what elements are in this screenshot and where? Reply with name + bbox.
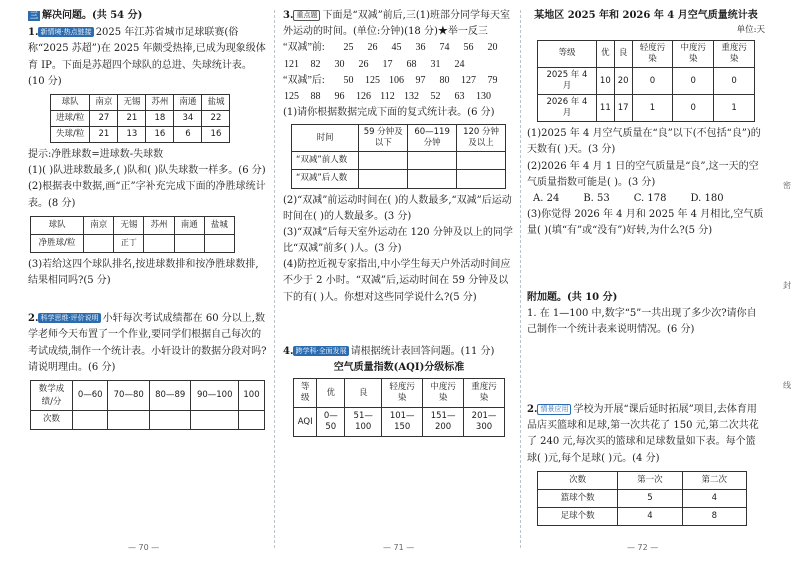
table-cell: 20 bbox=[614, 68, 632, 95]
q4-table-title: 空气质量指数(AQI)分级标准 bbox=[333, 362, 465, 373]
table-cell: 10 bbox=[596, 68, 614, 95]
table-cell: 151—200 bbox=[423, 408, 464, 437]
table-cell: 22 bbox=[202, 110, 230, 126]
table-cell: 90—100 bbox=[191, 380, 239, 411]
table-header-cell: 球队 bbox=[31, 216, 84, 234]
table-header-cell: 第二次 bbox=[682, 471, 746, 489]
table-cell: 0 bbox=[632, 68, 673, 95]
q3-after-row2 bbox=[283, 89, 515, 105]
data-number: 97 bbox=[415, 74, 426, 86]
aqi-standard-table bbox=[293, 378, 505, 437]
data-number: 56 bbox=[463, 42, 474, 54]
table-cell: 6 bbox=[174, 127, 202, 143]
tally-cell: 正丁 bbox=[114, 234, 144, 252]
table-header-cell: 良 bbox=[614, 40, 632, 67]
q4-tag: 跨学科·全面发展 bbox=[295, 346, 347, 355]
data-number: 79 bbox=[487, 74, 498, 86]
table-header-cell: 次数 bbox=[538, 471, 618, 489]
empty-cell bbox=[359, 170, 408, 188]
q3-tag: 重点题 bbox=[293, 10, 320, 21]
page-71 bbox=[283, 8, 515, 553]
data-number: 25 bbox=[343, 42, 354, 54]
data-number: 50 bbox=[343, 74, 354, 86]
data-number: 106 bbox=[389, 74, 404, 86]
choice-option: C. 178 bbox=[633, 192, 667, 204]
table-cell: “双减”后人数 bbox=[292, 170, 359, 188]
table-header-cell: 第一次 bbox=[618, 471, 682, 489]
q3-compound-table bbox=[291, 124, 506, 188]
table-cell: 80—89 bbox=[149, 380, 191, 411]
tally-cell bbox=[144, 234, 174, 252]
data-number: 80 bbox=[439, 74, 450, 86]
q1-sub1: (1)( )队进球数最多,( )队和( )队失球数一样多。(6 分) bbox=[28, 165, 266, 177]
data-number: 112 bbox=[380, 90, 395, 102]
q3-sub4: (4)防控近视专家指出,中小学生每天户外活动时间应不少于 2 小时。“双减”后,运动时间在 59 分钟及以下的有( )人。你想对这些同学说什么?(5 分) bbox=[283, 259, 511, 303]
table-cell: 21 bbox=[90, 127, 118, 143]
data-number: 20 bbox=[487, 42, 498, 54]
table-header-cell: 无锡 bbox=[114, 216, 144, 234]
tally-cell bbox=[204, 234, 234, 252]
table-header-cell: 中度污染 bbox=[673, 40, 714, 67]
table-cell: 2025 年 4 月 bbox=[538, 68, 597, 95]
table-cell: 70—80 bbox=[108, 380, 150, 411]
air-table-unit: 单位:天 bbox=[736, 25, 765, 36]
empty-cell bbox=[239, 411, 265, 429]
table-cell: 34 bbox=[174, 110, 202, 126]
table-cell: 净胜球/粒 bbox=[31, 234, 84, 252]
table-header-cell: 数学成绩/分 bbox=[31, 380, 73, 411]
data-number: 121 bbox=[284, 58, 299, 70]
table-cell: 4 bbox=[682, 489, 746, 507]
page-number: — 72 — bbox=[627, 543, 659, 553]
table-cell: 1 bbox=[714, 95, 755, 122]
q3-sub1: (1)请你根据数据完成下面的复式统计表。(6 分) bbox=[283, 107, 495, 119]
ball-purchase-table bbox=[537, 471, 747, 526]
data-number: 126 bbox=[356, 90, 371, 102]
table-header-cell: 等级 bbox=[538, 40, 597, 67]
q1-sub3: (3)若给这四个球队排名,按进球数排和按净胜球数排,结果相同吗?(5 分) bbox=[28, 258, 259, 287]
table-cell: 0 bbox=[673, 95, 714, 122]
data-number: 45 bbox=[391, 42, 402, 54]
table-cell: 21 bbox=[118, 110, 146, 126]
q1-goals-table bbox=[50, 94, 230, 143]
table-header-cell: 优 bbox=[596, 40, 614, 67]
table-cell: 16 bbox=[202, 127, 230, 143]
q1-text: 1. 新情境·热点链接 2025 年江苏省城市足球联赛(俗称“2025 苏超”)在 2025 年颇受热捧,已成为现象级体育 IP。下面是苏超四个球队的总进、失球统计表。(10 分) bbox=[28, 27, 266, 87]
choice-option: A. 24 bbox=[533, 192, 560, 204]
extra-title: 附加题。(共 10 分) bbox=[527, 291, 618, 303]
table-cell: 0—50 bbox=[317, 408, 345, 437]
data-number: 26 bbox=[367, 42, 378, 54]
data-number: 130 bbox=[476, 90, 491, 102]
table-cell: 100 bbox=[239, 380, 265, 411]
table-cell: 51—100 bbox=[345, 408, 382, 437]
q2-score-table bbox=[30, 380, 265, 430]
empty-cell bbox=[191, 411, 239, 429]
table-header-cell: 南通 bbox=[174, 94, 202, 110]
table-cell: 0 bbox=[673, 68, 714, 95]
data-number: 125 bbox=[365, 74, 380, 86]
table-cell: 101—150 bbox=[382, 408, 423, 437]
table-cell: 201—300 bbox=[464, 408, 505, 437]
q3-before-row1: “双减”前: 25 26 45 36 74 56 20 bbox=[283, 40, 515, 56]
table-header-cell: 盐城 bbox=[202, 94, 230, 110]
table-cell: 0 bbox=[714, 68, 755, 95]
air-quality-table bbox=[537, 40, 755, 122]
table-header-cell: 球队 bbox=[51, 94, 90, 110]
data-number: 36 bbox=[415, 42, 426, 54]
q1-sub2: (2)根据表中数据,画“正”字补充完成下面的净胜球统计表。(8 分) bbox=[28, 181, 266, 209]
side-mark-2: 封 bbox=[783, 281, 791, 290]
empty-cell bbox=[108, 411, 150, 429]
data-number: 52 bbox=[430, 90, 441, 102]
table-cell: 8 bbox=[682, 507, 746, 525]
section-number-icon: 三 bbox=[30, 11, 38, 20]
choice-option: D. 180 bbox=[690, 192, 724, 204]
air-sub1: (1)2025 年 4 月空气质量在“良”以下(不包括“良”)的天数有( )天。(3 分) bbox=[527, 128, 761, 156]
table-cell: 13 bbox=[118, 127, 146, 143]
table-header-cell: 苏州 bbox=[144, 216, 174, 234]
table-cell: “双减”前人数 bbox=[292, 152, 359, 170]
data-number: 30 bbox=[334, 58, 345, 70]
data-number: 127 bbox=[461, 74, 476, 86]
page-number: — 70 — bbox=[128, 543, 160, 553]
table-header-cell: 良 bbox=[345, 379, 382, 408]
table-cell: 18 bbox=[146, 110, 174, 126]
table-cell: 0—60 bbox=[73, 380, 108, 411]
table-header-cell: 南京 bbox=[84, 216, 114, 234]
page-number: — 71 — bbox=[383, 543, 415, 553]
table-header-cell: 59 分钟及以下 bbox=[359, 125, 408, 152]
extra-q2-text: 2. 情景应用 学校为开展“课后延时拓展”项目,去体育用品店买篮球和足球,第一次共花了 150 元,第二次共花了 240 元,每次买的篮球和足球数量如下表。每个篮球( )元,每个足球( )元。(4 分) bbox=[527, 404, 759, 464]
q1-net-goals-table bbox=[30, 216, 235, 253]
data-number: 68 bbox=[406, 58, 417, 70]
choice-option: B. 53 bbox=[583, 192, 610, 204]
table-header-cell: 等级 bbox=[294, 379, 317, 408]
table-header-cell: 苏州 bbox=[146, 94, 174, 110]
q3-sub3: (3)“双减”后每天室外运动在 120 分钟及以上的同学比“双减”前多( )人。(3 分) bbox=[283, 226, 513, 255]
q1-tag: 新情境·热点链接 bbox=[40, 28, 92, 37]
table-header-cell: 轻度污染 bbox=[632, 40, 673, 67]
side-mark-1: 密 bbox=[783, 181, 791, 190]
table-header-cell: 轻度污染 bbox=[382, 379, 423, 408]
data-number: 17 bbox=[382, 58, 393, 70]
q3-sub2: (2)“双减”前运动时间在( )的人数最多,“双减”后运动时间在( )的人数最多。(3 分) bbox=[283, 194, 512, 222]
table-header-cell: 120 分钟及以上 bbox=[457, 125, 506, 152]
data-number: 82 bbox=[310, 58, 321, 70]
data-number: 26 bbox=[358, 58, 369, 70]
table-header-cell: 时间 bbox=[292, 125, 359, 152]
q2-text: 2. 科学思维·评价说明 小轩每次考试成绩都在 60 分以上,数学老师今天布置了一个作业,要同学们根据自己每次的考试成绩,制作一个统计表。小轩设计的数据分段对吗?请说明理由。(6 分) bbox=[28, 313, 267, 373]
data-number: 63 bbox=[454, 90, 465, 102]
table-cell: 次数 bbox=[31, 411, 73, 429]
data-number: 88 bbox=[310, 90, 321, 102]
air-sub2-choices bbox=[527, 191, 765, 207]
page-divider-left bbox=[274, 10, 275, 548]
page-72 bbox=[527, 8, 765, 553]
table-header-cell: 重度污染 bbox=[714, 40, 755, 67]
q4-text: 4. 跨学科·全面发展 请根据统计表回答问题。(11 分) bbox=[283, 345, 495, 357]
empty-cell bbox=[457, 170, 506, 188]
table-header-cell: 中度污染 bbox=[423, 379, 464, 408]
data-number: 31 bbox=[430, 58, 441, 70]
table-header-cell: 优 bbox=[317, 379, 345, 408]
table-cell: 进球/粒 bbox=[51, 110, 90, 126]
table-header-cell: 盐城 bbox=[204, 216, 234, 234]
empty-cell bbox=[408, 152, 457, 170]
extra-q2-tag: 情景应用 bbox=[537, 404, 571, 415]
empty-cell bbox=[408, 170, 457, 188]
page-70 bbox=[28, 8, 268, 553]
data-number: 24 bbox=[454, 58, 465, 70]
table-cell: 失球/粒 bbox=[51, 127, 90, 143]
table-cell: 11 bbox=[596, 95, 614, 122]
data-number: 74 bbox=[439, 42, 450, 54]
air-sub2: (2)2026 年 4 月 1 日的空气质量是“良”,这一天的空气质量指数可能是( )。(3 分) bbox=[527, 160, 759, 188]
data-number: 132 bbox=[404, 90, 419, 102]
q2-tag: 科学思维·评价说明 bbox=[40, 314, 99, 323]
table-header-cell: 无锡 bbox=[118, 94, 146, 110]
air-table-title: 某地区 2025 年和 2026 年 4 月空气质量统计表 bbox=[534, 10, 758, 21]
empty-cell bbox=[73, 411, 108, 429]
q3-before-row2 bbox=[283, 57, 515, 73]
empty-cell bbox=[359, 152, 408, 170]
side-mark-3: 线 bbox=[783, 381, 791, 390]
table-cell: 2026 年 4 月 bbox=[538, 95, 597, 122]
table-cell: 27 bbox=[90, 110, 118, 126]
q1-hint: 提示:净胜球数=进球数-失球数 bbox=[28, 149, 164, 161]
section-title: 三 解决问题。(共 54 分) bbox=[30, 10, 143, 21]
table-cell: 17 bbox=[614, 95, 632, 122]
page-divider-right bbox=[520, 10, 521, 548]
table-cell: 5 bbox=[618, 489, 682, 507]
data-number: 125 bbox=[284, 90, 299, 102]
empty-cell bbox=[149, 411, 191, 429]
q3-text: 3. 重点题 下面是“双减”前后,三(1)班部分同学每天室外运动的时间。(单位:分钟)(18 分)★举一反三 bbox=[283, 10, 511, 38]
q3-after-row1: “双减”后: 50 125 106 97 80 127 79 bbox=[283, 73, 515, 89]
table-header-cell: 南京 bbox=[90, 94, 118, 110]
table-cell: 4 bbox=[618, 507, 682, 525]
table-header-cell: 南通 bbox=[174, 216, 204, 234]
extra-q1: 1. 在 1—100 中,数字“5”一共出现了多少次?请你自己制作一个统计表来说明情况。(6 分) bbox=[527, 307, 757, 335]
table-cell: 篮球个数 bbox=[538, 489, 618, 507]
table-cell: AQI bbox=[294, 408, 317, 437]
data-number: 96 bbox=[334, 90, 345, 102]
tally-cell bbox=[84, 234, 114, 252]
tally-cell bbox=[174, 234, 204, 252]
table-header-cell: 重度污染 bbox=[464, 379, 505, 408]
empty-cell bbox=[457, 152, 506, 170]
table-cell: 16 bbox=[146, 127, 174, 143]
air-sub3: (3)你觉得 2026 年 4 月和 2025 年 4 月相比,空气质量( )(填“有”或“没有”)好转,为什么?(5 分) bbox=[527, 209, 764, 237]
table-header-cell: 60—119 分钟 bbox=[408, 125, 457, 152]
table-cell: 足球个数 bbox=[538, 507, 618, 525]
table-cell: 1 bbox=[632, 95, 673, 122]
